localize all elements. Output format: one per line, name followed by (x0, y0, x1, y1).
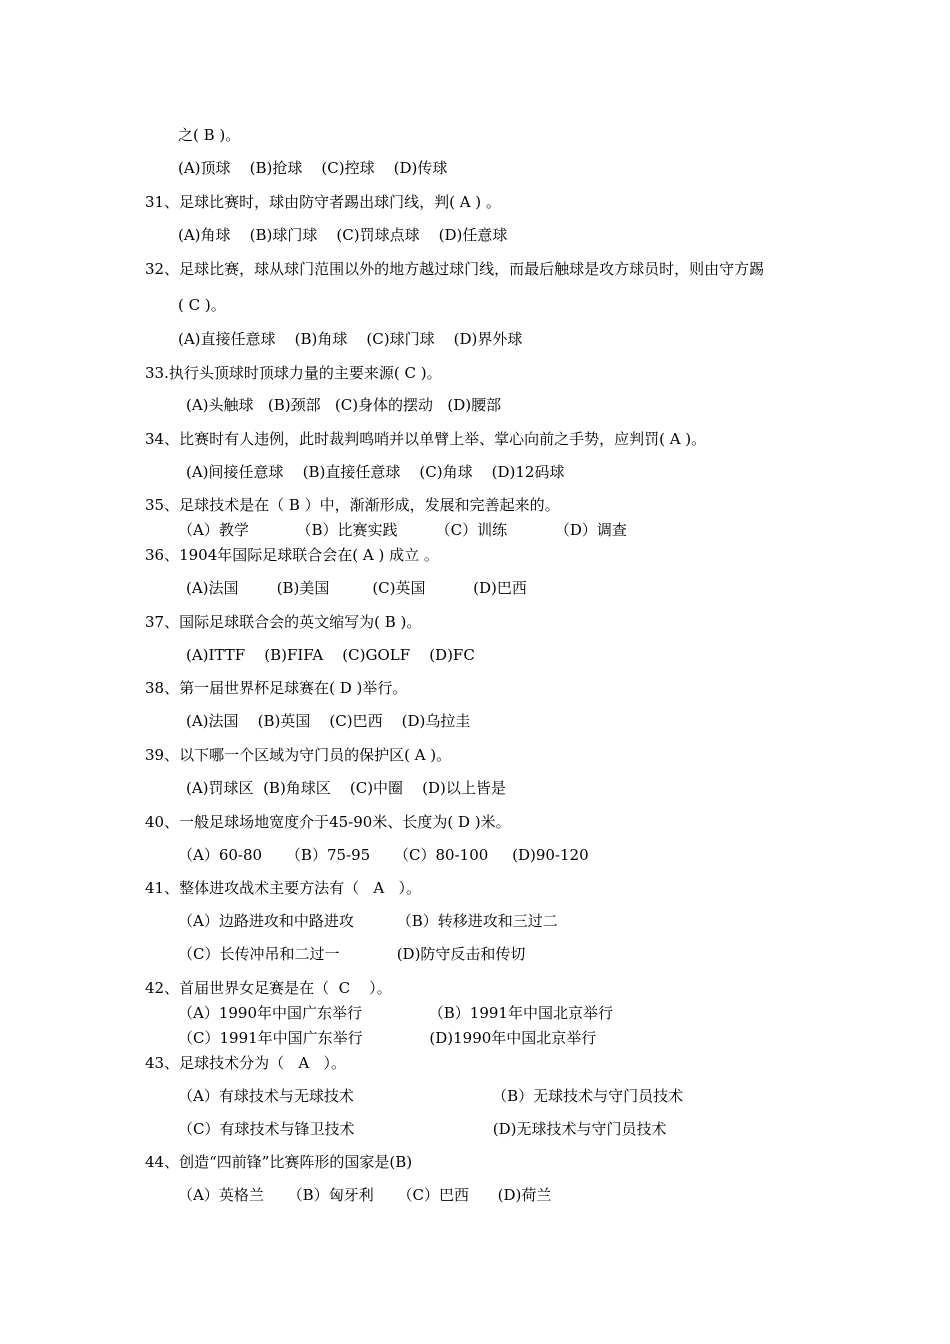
q39-stem: 39、以下哪一个区域为守门员的保护区( A )。 (145, 746, 452, 764)
q39-options: (A)罚球区 (B)角球区 (C)中圈 (D)以上皆是 (186, 779, 506, 797)
q43-stem: 43、足球技术分为（ A ）。 (145, 1054, 347, 1072)
q36-stem: 36、1904年国际足球联合会在( A ) 成立 。 (145, 546, 439, 564)
q40-options: （A）60-80 （B）75-95 （C）80-100 (D)90-120 (178, 846, 589, 864)
q40-stem: 40、一般足球场地宽度介于45-90米、长度为( D )米。 (145, 813, 511, 831)
q37-options: (A)ITTF (B)FIFA (C)GOLF (D)FC (186, 646, 475, 664)
q31-stem: 31、足球比赛时，球由防守者踢出球门线，判( A ) 。 (145, 193, 501, 211)
q32-stem: 32、足球比赛，球从球门范围以外的地方越过球门线，而最后触球是攻方球员时，则由守方踢 (145, 260, 765, 278)
q35-options: （A）教学 （B）比赛实践 （C）训练 （D）调查 (178, 521, 627, 539)
q38-stem: 38、第一届世界杯足球赛在( D )举行。 (145, 679, 408, 697)
q30-options: (A)顶球 (B)抢球 (C)控球 (D)传球 (178, 159, 448, 177)
q43-options-row1: （A）有球技术与无球技术 （B）无球技术与守门员技术 (178, 1087, 684, 1105)
q42-options-row2: （C）1991年中国广东举行 (D)1990年中国北京举行 (178, 1029, 597, 1047)
q38-options: (A)法国 (B)英国 (C)巴西 (D)乌拉圭 (186, 712, 471, 730)
q34-stem: 34、比赛时有人违例，此时裁判鸣哨并以单臂上举、掌心向前之手势，应判罚( A )。 (145, 430, 707, 448)
q44-options: （A）英格兰 （B）匈牙利 （C）巴西 (D)荷兰 (178, 1186, 552, 1204)
q41-stem: 41、整体进攻战术主要方法有（ A ）。 (145, 879, 422, 897)
q41-options-row2: （C）长传冲吊和二过一 (D)防守反击和传切 (178, 945, 526, 963)
q32-stem-cont: ( C )。 (178, 296, 226, 314)
q32-options: (A)直接任意球 (B)角球 (C)球门球 (D)界外球 (178, 330, 523, 348)
q36-options: (A)法国 (B)美国 (C)英国 (D)巴西 (186, 579, 527, 597)
q42-stem: 42、首届世界女足赛是在（ C ）。 (145, 979, 392, 997)
q42-options-row1: （A）1990年中国广东举行 （B）1991年中国北京举行 (178, 1004, 613, 1022)
q33-stem: 33.执行头顶球时顶球力量的主要来源( C )。 (145, 364, 442, 382)
q34-options: (A)间接任意球 (B)直接任意球 (C)角球 (D)12码球 (186, 463, 565, 481)
q41-options-row1: （A）边路进攻和中路进攻 （B）转移进攻和三过二 (178, 912, 558, 930)
q37-stem: 37、国际足球联合会的英文缩写为( B )。 (145, 613, 422, 631)
q33-options: (A)头触球 (B)颈部 (C)身体的摆动 (D)腰部 (186, 396, 502, 414)
q30-stem-cont: 之( B )。 (178, 126, 241, 144)
q43-options-row2: （C）有球技术与锋卫技术 (D)无球技术与守门员技术 (178, 1120, 667, 1138)
q31-options: (A)角球 (B)球门球 (C)罚球点球 (D)任意球 (178, 226, 508, 244)
q44-stem: 44、创造“四前锋”比赛阵形的国家是(B) (145, 1153, 413, 1171)
q35-stem: 35、足球技术是在（ B ）中，渐渐形成，发展和完善起来的。 (145, 496, 560, 514)
